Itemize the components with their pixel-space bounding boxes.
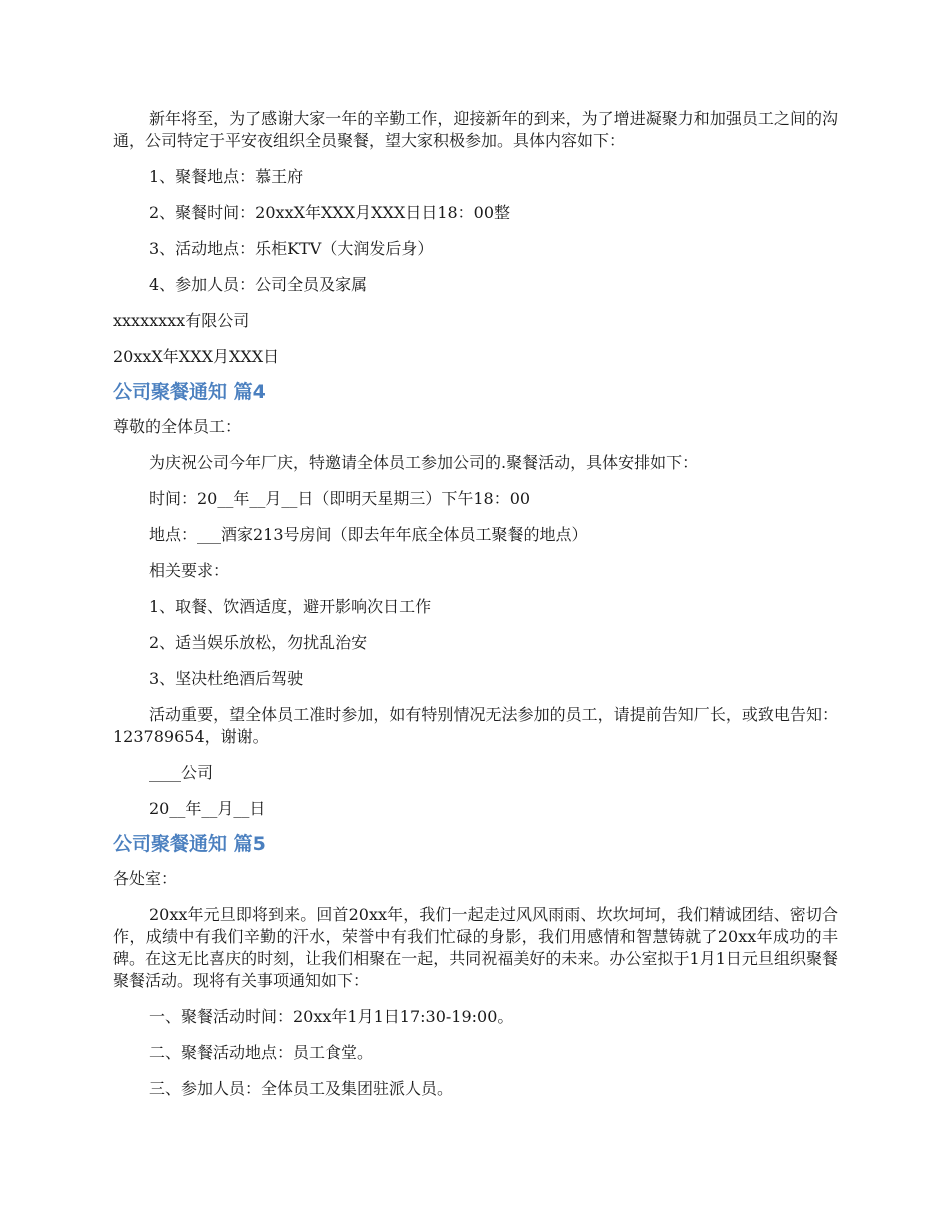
section3-item-2: 2、聚餐时间：20xxX年XXX月XXX日日18：00整 <box>149 203 511 222</box>
section3-item-1: 1、聚餐地点：慕王府 <box>149 167 304 186</box>
document-page <box>113 108 838 1114</box>
section4-requirements-title: 相关要求： <box>149 561 230 580</box>
section5-item-1: 一、聚餐活动时间：20xx年1月1日17:30-19:00。 <box>149 1007 514 1026</box>
section3-date: 20xxX年XXX月XXX日 <box>113 347 280 366</box>
section4-requirement-1: 1、取餐、饮酒适度，避开影响次日工作 <box>149 597 432 616</box>
section4-greeting: 尊敬的全体员工： <box>113 417 242 436</box>
section4-heading: 公司聚餐通知 篇4 <box>113 381 266 403</box>
section4-requirement-2: 2、适当娱乐放松，勿扰乱治安 <box>149 633 368 652</box>
section4-time: 时间：20__年__月__日（即明天星期三）下午18：00 <box>149 489 531 508</box>
section3-company: xxxxxxxx有限公司 <box>113 311 250 330</box>
section5-greeting: 各处室： <box>113 869 178 888</box>
section5-heading: 公司聚餐通知 篇5 <box>113 833 266 855</box>
section3-item-4: 4、参加人员：公司全员及家属 <box>149 275 368 294</box>
section5-item-3: 三、参加人员：全体员工及集团驻派人员。 <box>149 1079 454 1098</box>
section4-intro: 为庆祝公司今年厂庆，特邀请全体员工参加公司的.聚餐活动，具体安排如下： <box>149 453 699 472</box>
section5-intro: 20xx年元旦即将到来。回首20xx年，我们一起走过风风雨雨、坎坎坷坷，我们精诚团结、密切合作，成绩中有我们辛勤的汗水，荣誉中有我们忙碌的身影，我们用感情和智慧铸就了20xx年成功的丰碑。在这无比喜庆的时刻，让我们相聚在一起，共同祝福美好的未来。办公室拟于1月1日元旦组织聚餐聚餐活动。现将有关事项通知如下： <box>113 905 838 990</box>
section4-date: 20__年__月__日 <box>149 799 266 818</box>
section4-requirement-3: 3、坚决杜绝酒后驾驶 <box>149 669 304 688</box>
section4-company: ____公司 <box>149 763 214 782</box>
section5-item-2: 二、聚餐活动地点：员工食堂。 <box>149 1043 374 1062</box>
section3-item-3: 3、活动地点：乐柜KTV（大润发后身） <box>149 239 434 258</box>
section4-closing: 活动重要，望全体员工准时参加，如有特别情况无法参加的员工，请提前告知厂长，或致电告知：123789654，谢谢。 <box>113 705 838 746</box>
section4-place: 地点：___酒家213号房间（即去年年底全体员工聚餐的地点） <box>149 525 588 544</box>
section3-intro: 新年将至，为了感谢大家一年的辛勤工作，迎接新年的到来，为了增进凝聚力和加强员工之间的沟通，公司特定于平安夜组织全员聚餐，望大家积极参加。具体内容如下： <box>113 109 838 150</box>
